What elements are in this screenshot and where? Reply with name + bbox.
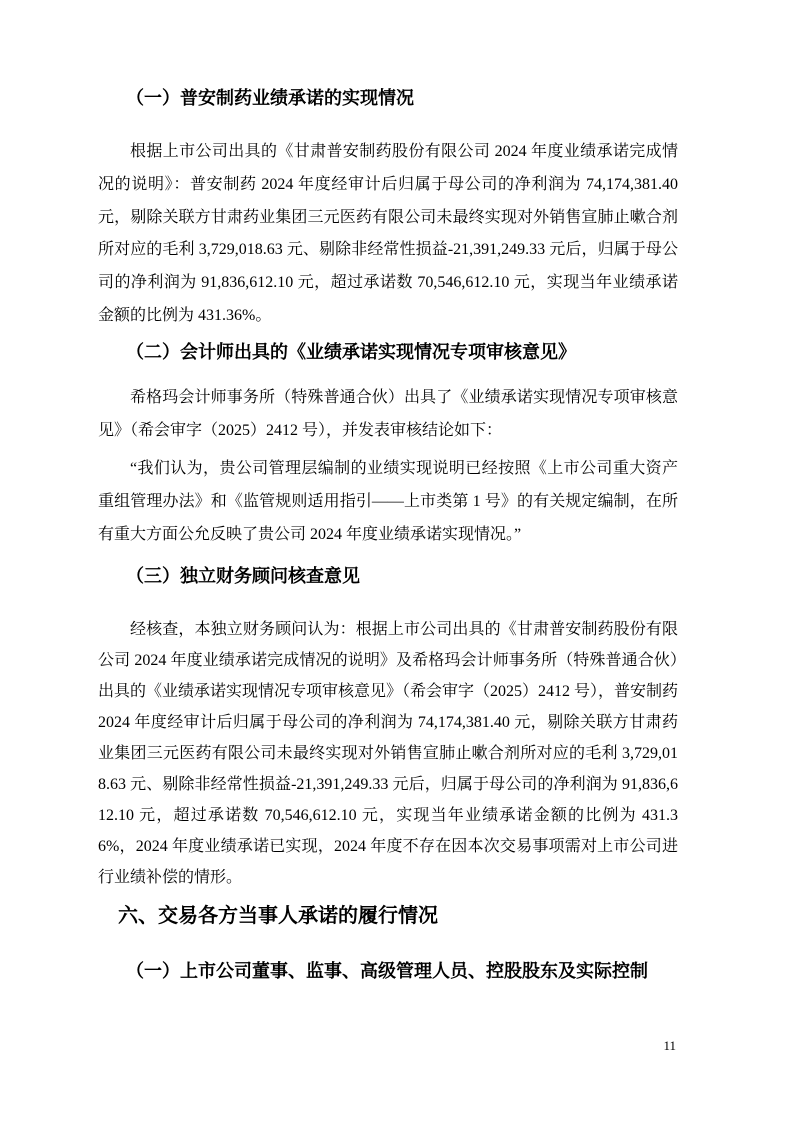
- section-heading-advisor-opinion: （三）独立财务顾问核查意见: [126, 565, 360, 586]
- section-heading-auditor-opinion: （二）会计师出具的《业绩承诺实现情况专项审核意见》: [126, 341, 576, 362]
- page-number: 11: [663, 1038, 676, 1053]
- paragraph-advisor-conclusion: 经核查，本独立财务顾问认为：根据上市公司出具的《甘肃普安制药股份有限公司 2024 年度业绩承诺完成情况的说明》及希格玛会计师事务所（特殊普通合伙）出具的《业绩承诺实现情况专项审核意见》（希会审字（2025）2412 号），普安制药 2024 年度经审计后归属于母公司的净利润为 74,174,381.40 元，剔除关联方甘肃药业集团三元医药有限公司未最终实现对外销售宣肺止嗽合剂所对应的毛利 3,729,018.63 元、剔除非经常性损益-21,391,249.33 元后，归属于母公司的净利润为 91,836,612.10 元，超过承诺数 70,546,612.10 元，实现当年业绩承诺金额的比例为 431.36%，2024 年度业绩承诺已实现，2024 年度不存在因本次交易事项需对上市公司进行业绩补偿的情形。: [98, 620, 679, 886]
- paragraph-auditor-quote: “我们认为，贵公司管理层编制的业绩实现说明已经按照《上市公司重大资产重组管理办法》和《监管规则适用指引——上市类第 1 号》的有关规定编制，在所有重大方面公允反映了贵公司 2024 年度业绩承诺实现情况。”: [98, 460, 678, 543]
- section-heading-directors-shareholders: （一）上市公司董事、监事、高级管理人员、控股股东及实际控制: [126, 960, 648, 981]
- chapter-heading-commitments-performance: 六、交易各方当事人承诺的履行情况: [118, 904, 438, 927]
- paragraph-performance-detail: 根据上市公司出具的《甘肃普安制药股份有限公司 2024 年度业绩承诺完成情况的说明》：普安制药 2024 年度经审计后归属于母公司的净利润为 74,174,381.40 元，剔除关联方甘肃药业集团三元医药有限公司未最终实现对外销售宣肺止嗽合剂所对应的毛利 3,729,018.63 元、剔除非经常性损益-21,391,249.33 元后，归属于母公司的净利润为 91,836,612.10 元，超过承诺数 70,546,612.10 元，实现当年业绩承诺金额的比例为 431.36%。: [98, 143, 678, 324]
- paragraph-auditor-issued: 希格玛会计师事务所（特殊普通合伙）出具了《业绩承诺实现情况专项审核意见》（希会审字（2025）2412 号），并发表审核结论如下：: [98, 388, 678, 439]
- section-heading-performance-fulfillment: （一）普安制药业绩承诺的实现情况: [126, 88, 414, 108]
